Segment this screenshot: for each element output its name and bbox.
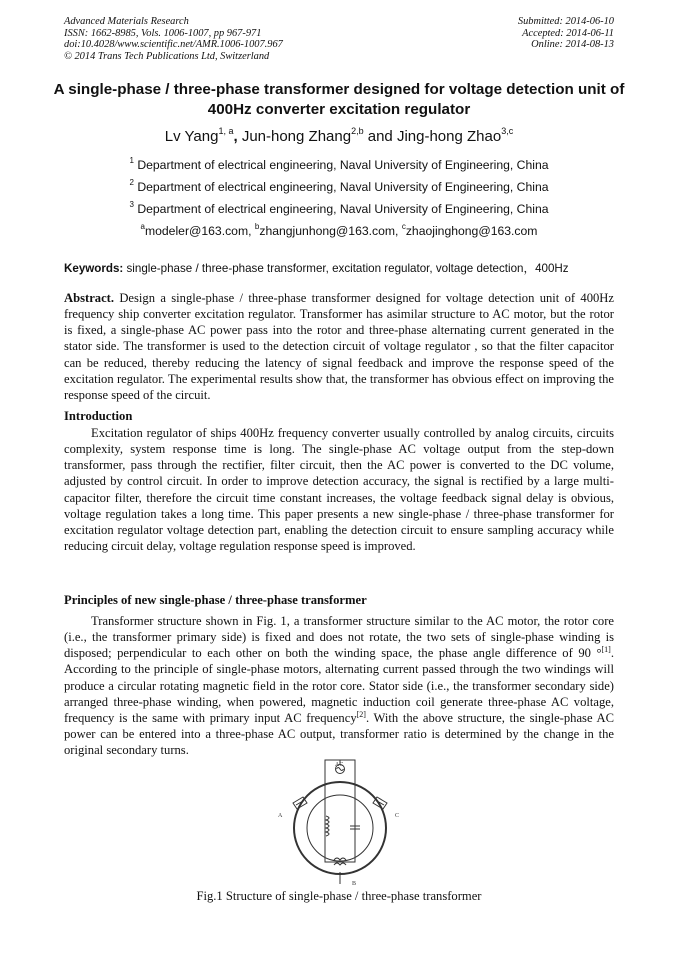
email-marker: a bbox=[140, 222, 145, 231]
label-b: B bbox=[352, 881, 357, 887]
author-2-affil: 2,b bbox=[351, 126, 364, 136]
author-3-affil: 3,c bbox=[501, 126, 514, 136]
stator-inner-ring bbox=[307, 795, 373, 861]
introduction-heading: Introduction bbox=[64, 409, 133, 423]
author-separator: , bbox=[233, 128, 242, 145]
email-c[interactable]: zhaojinghong@163.com bbox=[405, 224, 538, 238]
label-c: C bbox=[395, 813, 400, 819]
transformer-structure-figure bbox=[274, 758, 410, 888]
principles-text-part: . With the above structure, the single-phase AC power can be entered into a three-phase AC output, transformer ratio is determined by the change in the original secondary turns. bbox=[64, 710, 615, 758]
principles-heading: Principles of new single-phase / three-phase transformer bbox=[64, 593, 367, 607]
author-1-affil: 1, a bbox=[218, 126, 234, 136]
email-marker: c bbox=[401, 222, 406, 231]
keywords-text: single-phase / three-phase transformer, excitation regulator, voltage detection，400Hz bbox=[123, 262, 569, 275]
introduction-text: Excitation regulator of ships 400Hz frequency converter usually controlled by analog circuits, circuits complexity, system response time is long. The single-phase AC voltage output from the step-down transformer, pass through the rectifier, filter circuit, then the AC power is converted to the DC volume, adjusted by control circuit. In order to improve detection accuracy, the signal is rectified by a large multi-capacitor filter, therefore the circuit time constant increases, the voltage feedback signal delay is obvious, voltage regulation takes a long time. This paper presents a new single-phase / three-phase transformer for excitation regulator voltage detection part, enabling the detection circuit to ensure sampling accuracy while reducing circuit delay, voltage regulation response speed is improved. bbox=[64, 426, 614, 554]
email-a[interactable]: modeler@163.com, bbox=[144, 224, 255, 238]
affiliation-number: 3 bbox=[129, 200, 134, 209]
abstract bbox=[64, 290, 614, 403]
abstract-label: Abstract. bbox=[64, 291, 115, 305]
email-b[interactable]: zhangjunhong@163.com, bbox=[259, 224, 402, 238]
citation-1[interactable]: [1] bbox=[601, 645, 611, 655]
author-list bbox=[0, 128, 678, 145]
journal-name: Advanced Materials Research bbox=[64, 16, 189, 27]
affiliation-2 bbox=[0, 180, 678, 194]
abstract-text: Design a single-phase / three-phase transformer designed for voltage detection unit of 400Hz frequency ship converter excitation regulator. Transformer has asimilar structure to AC motor, but the rotor is fixed, a single-phase AC power pass into the rotor and three-phase alternating current generated in the stator side. The transformer is used to the detection circuit of voltage regulator , so that the filter capacitor can be reduced, thereby reducing the latency of signal feedback and improve the response speed of the excitation regulator. The experimental results show that, the transformer has obvious effect on improving the response speed of the circuit. bbox=[64, 291, 614, 402]
primary-winding-wires bbox=[325, 760, 355, 862]
email-list bbox=[0, 224, 678, 238]
submission-dates bbox=[518, 16, 614, 51]
affiliation-text: Department of electrical engineering, Naval University of Engineering, China bbox=[137, 202, 549, 216]
copyright-line: © 2014 Trans Tech Publications Ltd, Switzerland bbox=[64, 50, 270, 62]
affiliation-number: 1 bbox=[129, 156, 134, 165]
affiliation-text: Department of electrical engineering, Naval University of Engineering, China bbox=[137, 158, 549, 172]
issn-line: ISSN: 1662-8985, Vols. 1006-1007, pp 967-971 bbox=[64, 27, 262, 39]
keywords-label: Keywords: bbox=[64, 262, 124, 275]
rotor-coil bbox=[326, 816, 329, 836]
affiliation-text: Department of electrical engineering, Naval University of Engineering, China bbox=[137, 180, 549, 194]
affiliation-1 bbox=[0, 158, 678, 172]
figure-caption: Fig.1 Structure of single-phase / three-phase transformer bbox=[196, 889, 482, 903]
online-date: Online: 2014-08-13 bbox=[531, 39, 614, 51]
author-3: Jing-hong Zhao bbox=[396, 128, 502, 145]
affiliation-number: 2 bbox=[129, 178, 134, 187]
email-marker: b bbox=[254, 222, 260, 231]
submitted-date: Submitted: 2014-06-10 bbox=[517, 16, 614, 27]
affiliation-3 bbox=[0, 202, 678, 216]
accepted-date: Accepted: 2014-06-11 bbox=[522, 27, 614, 39]
author-1: Lv Yang bbox=[164, 128, 219, 145]
author-separator: and bbox=[363, 128, 397, 145]
paper-title: A single-phase / three-phase transformer designed for voltage detection unit of 400Hz converter excitation regulator bbox=[53, 81, 625, 118]
principles-text-part: Transformer structure shown in Fig. 1, a transformer structure similar to the AC motor, the rotor core (i.e., the transformer primary side) is fixed and does not rotate, the two sets of single-phase winding is disposed; perpendicular to each other on both the winding space, the phase angle difference of 90 ° bbox=[64, 614, 614, 661]
principles-text-part: . According to the principle of single-phase motors, alternating current passed through the two windings will produce a circular rotating magnetic field in the rotor core. Stator side (i.e., the transformer secondary side) arranged three-phase winding, when powered, magnetic induction coil generate three-phase AC voltage, frequency is the same with primary input AC frequency bbox=[64, 646, 614, 725]
principles-text bbox=[64, 613, 614, 758]
label-a: A bbox=[278, 813, 283, 819]
citation-2[interactable]: [2] bbox=[356, 709, 366, 719]
journal-info bbox=[64, 16, 283, 62]
keywords bbox=[64, 260, 624, 276]
author-2: Jun-hong Zhang bbox=[241, 128, 352, 145]
label-ac: AC bbox=[335, 762, 344, 768]
doi-line: doi:10.4028/www.scientific.net/AMR.1006-1007.967 bbox=[64, 39, 283, 51]
